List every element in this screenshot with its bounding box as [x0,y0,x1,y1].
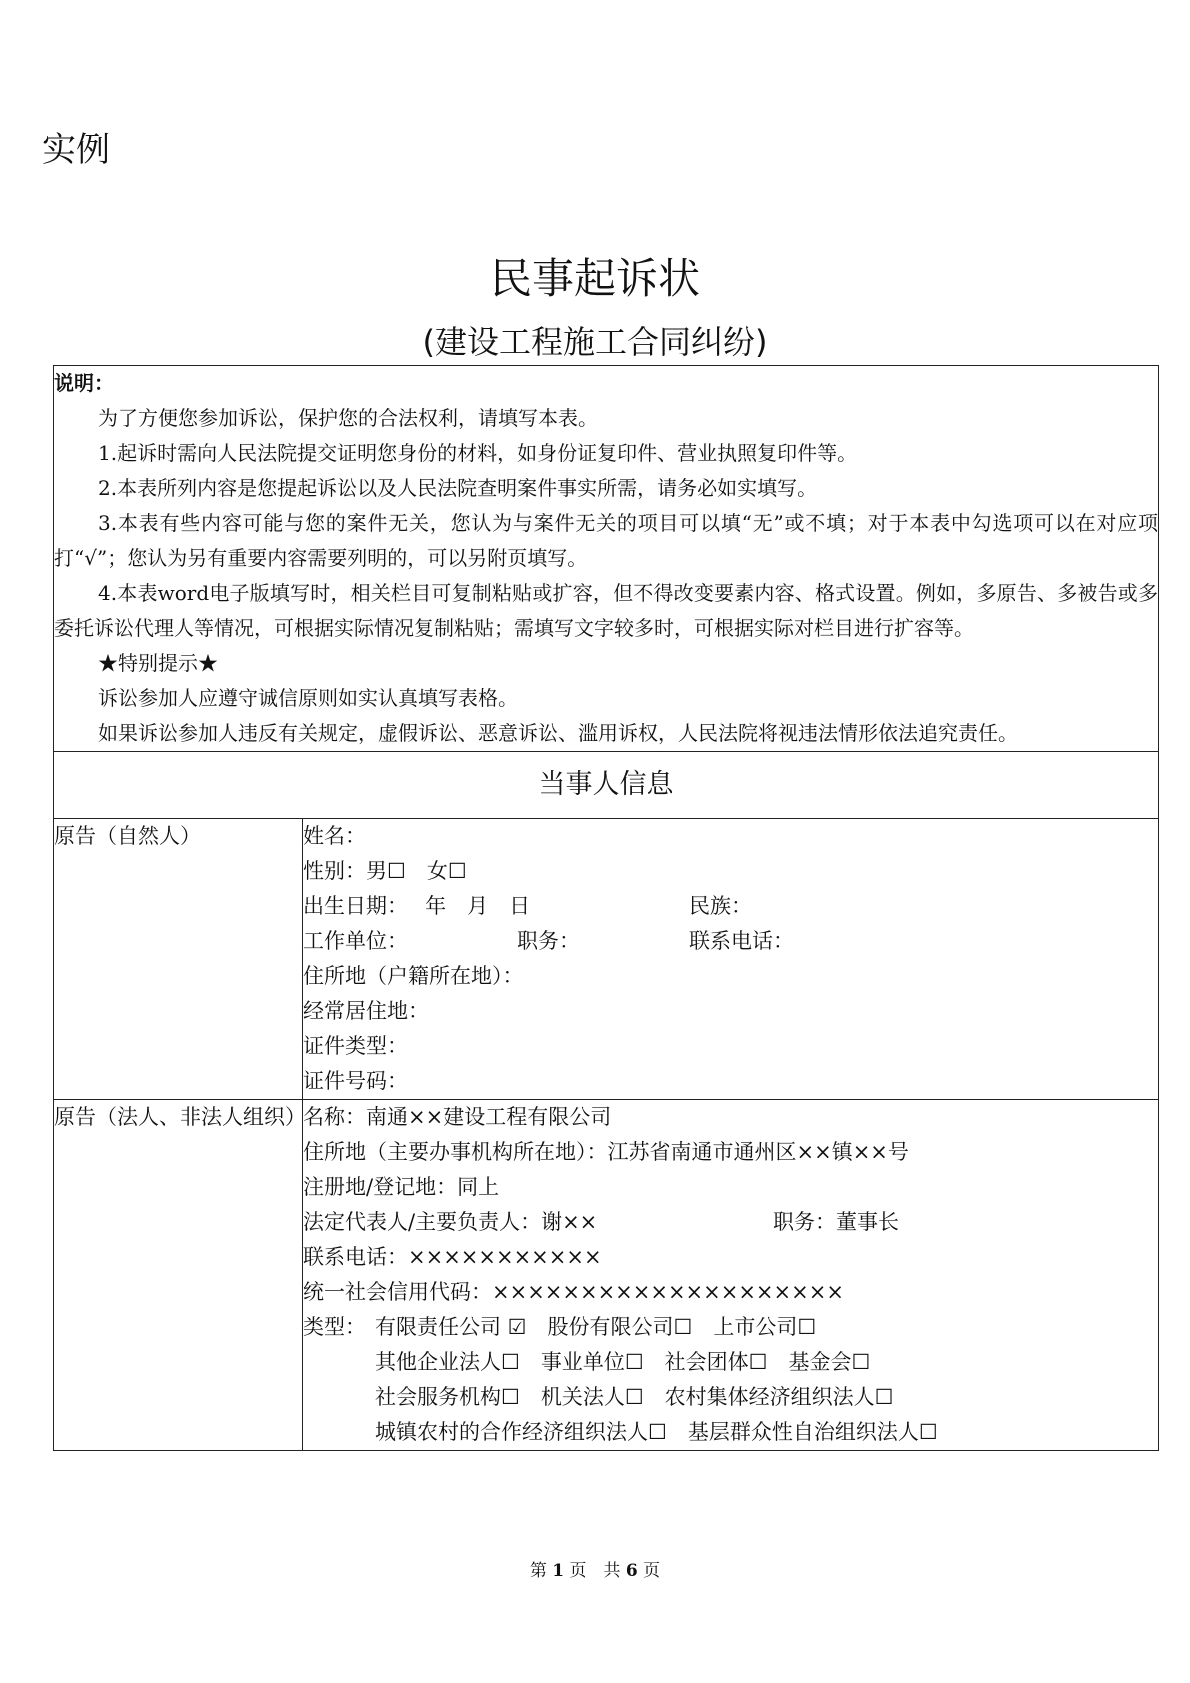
example-label: 实例 [42,130,110,170]
employer-field: 工作单位： [303,929,408,953]
credit-code-field: 统一社会信用代码：×××××××××××××××××××× [303,1280,844,1304]
instructions-block [54,366,1158,752]
name-field: 姓名： [303,824,366,848]
type-options-line: 有限责任公司 ☑ 股份有限公司☐ 上市公司☐ [375,1315,817,1339]
page-word: 页 共 [569,1561,621,1581]
representative-position-field: 职务：董事长 [773,1210,899,1234]
type-label: 类型： [303,1315,366,1339]
page-number: 1 [552,1561,565,1581]
complaint-form-table [53,365,1159,1451]
registered-address-field: 注册地/登记地：同上 [303,1175,500,1199]
plaintiff-natural-fields [303,819,1159,1100]
instruction-paragraph: 1.起诉时需向人民法院提交证明您身份的材料，如身份证复印件、营业执照复印件等。 [98,441,858,465]
instruction-paragraph: 诉讼参加人应遵守诚信原则如实认真填写表格。 [98,686,518,710]
plaintiff-legal-fields [303,1100,1159,1451]
plaintiff-legal-label: 原告（法人、非法人组织） [54,1100,303,1451]
birth-date-field: 出生日期： 年 月 日 [303,894,531,918]
instruction-paragraph: 如果诉讼参加人违反有关规定，虚假诉讼、恶意诉讼、滥用诉权，人民法院将视违法情形依法追究责任。 [98,721,1018,745]
position-field: 职务： [517,929,580,953]
page-word: 页 [643,1561,661,1581]
company-phone-field: 联系电话：××××××××××× [303,1245,602,1269]
instructions-heading: 说明： [54,371,114,395]
plaintiff-natural-label: 原告（自然人） [54,819,303,1100]
type-options-line: 城镇农村的合作经济组织法人☐ 基层群众性自治组织法人☐ [375,1420,938,1444]
ethnicity-field: 民族： [689,894,752,918]
document-title: 民事起诉状 [489,254,700,303]
instruction-paragraph: 为了方便您参加诉讼，保护您的合法权利，请填写本表。 [98,406,598,430]
type-options-line: 社会服务机构☐ 机关法人☐ 农村集体经济组织法人☐ [375,1385,894,1409]
page-word: 第 [529,1561,547,1581]
company-name-field: 名称：南通××建设工程有限公司 [303,1105,612,1129]
instruction-paragraph: 4.本表word电子版填写时，相关栏目可复制粘贴或扩容，但不得改变要素内容、格式设置。例如，多原告、多被告或多委托诉讼代理人等情况，可根据实际情况复制粘贴；需填写文字较多时，可根据实际对栏目进行扩容等。 [54,581,1158,640]
domicile-field: 住所地（户籍所在地）： [303,964,524,988]
instruction-paragraph: 2.本表所列内容是您提起诉讼以及人民法院查明案件事实所需，请务必如实填写。 [98,476,818,500]
special-notice-heading: ★特别提示★ [98,651,218,675]
legal-representative-field: 法定代表人/主要负责人：谢×× [303,1210,598,1234]
id-number-field: 证件号码： [303,1069,408,1093]
type-options-line: 其他企业法人☐ 事业单位☐ 社会团体☐ 基金会☐ [375,1350,871,1374]
instruction-paragraph: 3.本表有些内容可能与您的案件无关，您认为与案件无关的项目可以填“无”或不填；对于本表中勾选项可以在对应项打“√”；您认为另有重要内容需要列明的，可以另附页填写。 [54,511,1158,570]
document-subtitle: (建设工程施工合同纠纷) [422,323,768,361]
section-title: 当事人信息 [54,752,1158,819]
phone-field: 联系电话： [689,929,794,953]
residence-field: 经常居住地： [303,999,429,1023]
id-type-field: 证件类型： [303,1034,408,1058]
page-footer [0,1556,1190,1581]
total-pages: 6 [625,1561,638,1581]
company-address-field: 住所地（主要办事机构所在地）：江苏省南通市通州区××镇××号 [303,1140,909,1164]
gender-field: 性别：男☐ 女☐ [303,859,467,883]
